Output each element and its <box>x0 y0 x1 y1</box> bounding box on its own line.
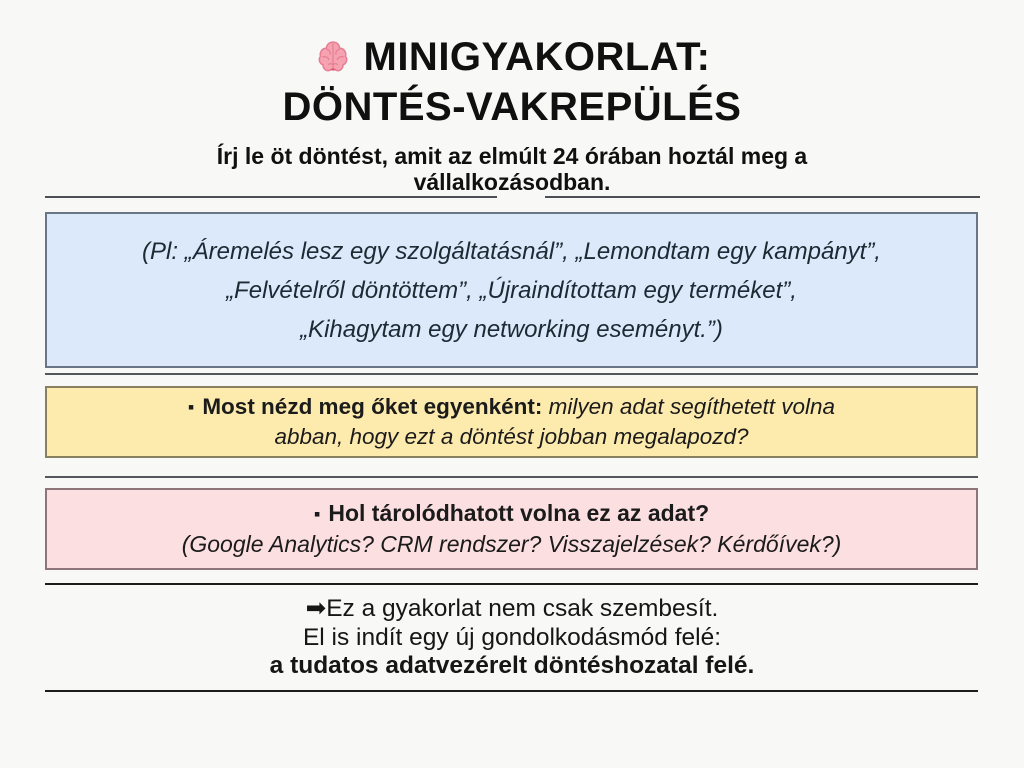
question-box-2 <box>45 488 978 570</box>
question-2-line2 <box>47 529 976 560</box>
separator-line-2 <box>45 476 978 478</box>
square-bullet-icon: ▪ <box>187 397 195 417</box>
question-1-line1 <box>47 392 976 422</box>
brain-icon <box>314 38 352 87</box>
page-title <box>0 33 1024 87</box>
subtitle-line2: vállalkozásodban. <box>413 169 611 195</box>
subtitle-underline-left <box>45 196 497 198</box>
conclusion-line3: a tudatos adatvezérelt döntéshozatal felé. <box>269 652 755 679</box>
rule-above-conclusion <box>45 583 978 585</box>
right-arrow-icon: ➡ <box>305 595 327 622</box>
example-line1: (Pl: „Áremelés lesz egy szolgáltatásnál”, „Lemondtam egy kampányt”, <box>142 237 881 265</box>
conclusion-line2: El is indít egy új gondolkodásmód felé: <box>302 623 722 651</box>
question-2-line1 <box>47 498 976 529</box>
subtitle-line1: Írj le öt döntést, amit az elmúlt 24 órában hoztál meg a <box>216 143 808 169</box>
example-line2: „Felvételről döntöttem”, „Újraindítottam egy terméket”, <box>226 276 797 304</box>
page-title-line2: DÖNTÉS-VAKREPÜLÉS <box>282 85 742 129</box>
question-1-italic-part2: abban, hogy ezt a döntést jobban megalapozd? <box>274 424 749 449</box>
subtitle <box>0 143 1024 195</box>
example-line3: „Kihagytam egy networking eseményt.”) <box>300 315 723 343</box>
separator-line-1 <box>45 373 978 375</box>
question-1-line2 <box>47 422 976 452</box>
question-box-1 <box>45 386 978 458</box>
conclusion-block <box>0 595 1024 681</box>
example-box <box>45 212 978 368</box>
title-text-line1: MINIGYAKORLAT: <box>363 35 711 79</box>
subtitle-underline-right <box>545 196 980 198</box>
conclusion-line1 <box>0 595 1024 624</box>
question-1-bold: Most nézd meg őket egyenként: <box>202 394 543 419</box>
rule-bottom <box>45 690 978 692</box>
conclusion-line1-text: Ez a gyakorlat nem csak szembesít. <box>326 595 719 622</box>
square-bullet-icon: ▪ <box>313 503 321 524</box>
question-1-italic-part1: milyen adat segíthetett volna <box>548 394 836 419</box>
question-2-italic: (Google Analytics? CRM rendszer? Visszajelzések? Kérdőívek?) <box>181 531 842 557</box>
question-2-bold: Hol tárolódhatott volna ez az adat? <box>328 500 710 526</box>
